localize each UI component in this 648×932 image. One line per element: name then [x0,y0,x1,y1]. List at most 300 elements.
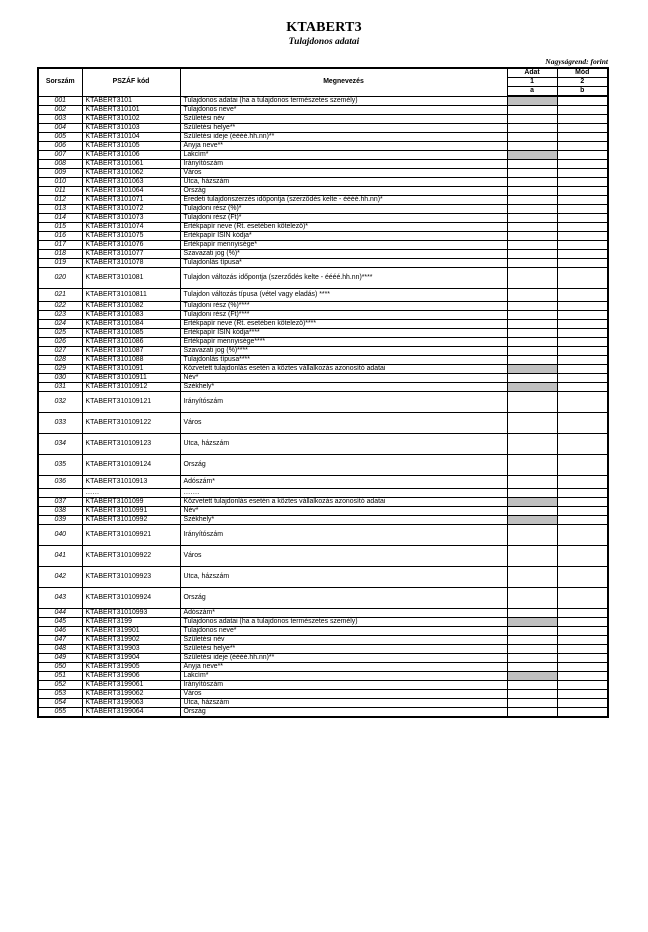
cell-mod [557,488,608,497]
cell-adat [507,689,557,698]
row-code: KTABERT3101073 [82,213,180,222]
cell-adat [507,267,557,288]
row-code: KTABERT3101082 [82,301,180,310]
row-code: KTABERT319901 [82,626,180,635]
cell-mod [557,475,608,488]
cell-adat [507,123,557,132]
cell-adat [507,671,557,680]
cell-adat [507,698,557,707]
row-number: 015 [38,222,82,231]
table-row [38,123,608,132]
cell-adat [507,288,557,301]
table-row [38,231,608,240]
cell-adat [507,310,557,319]
table-row [38,373,608,382]
cell-adat [507,355,557,364]
table-row [38,150,608,159]
table-row [38,267,608,288]
row-description: Székhely* [180,515,507,524]
row-number: 028 [38,355,82,364]
row-number: 049 [38,653,82,662]
row-code: KTABERT3101084 [82,319,180,328]
row-number: 044 [38,608,82,617]
row-description: Város [180,412,507,433]
table-row [38,653,608,662]
row-description: Adószám* [180,608,507,617]
cell-adat [507,150,557,159]
row-code: KTABERT310109921 [82,524,180,545]
table-row [38,382,608,391]
row-number: 017 [38,240,82,249]
cell-mod [557,707,608,717]
cell-adat [507,608,557,617]
table-row [38,662,608,671]
row-number: 021 [38,288,82,301]
row-description: Város [180,689,507,698]
row-number: 022 [38,301,82,310]
row-description: Születési név [180,114,507,123]
table-row [38,644,608,653]
table-row [38,222,608,231]
cell-adat [507,662,557,671]
table-row [38,454,608,475]
row-code: KTABERT310109924 [82,587,180,608]
row-description: Tulajdoni rész (Ft)**** [180,310,507,319]
row-number: 053 [38,689,82,698]
table-row [38,168,608,177]
row-code: KTABERT31010913 [82,475,180,488]
cell-mod [557,698,608,707]
cell-mod [557,515,608,524]
table-row [38,288,608,301]
cell-adat [507,96,557,105]
row-code: KTABERT3101078 [82,258,180,267]
cell-adat [507,204,557,213]
cell-mod [557,319,608,328]
cell-adat [507,644,557,653]
row-code: KTABERT310109922 [82,545,180,566]
cell-mod [557,412,608,433]
row-description: Név* [180,506,507,515]
row-number: 040 [38,524,82,545]
cell-adat [507,328,557,337]
table-row [38,213,608,222]
table-row [38,391,608,412]
header-mod-letter: b [557,87,608,97]
row-description: Irányítószám [180,391,507,412]
row-description: Irányítószám [180,159,507,168]
row-number: 016 [38,231,82,240]
cell-adat [507,545,557,566]
row-description: Tulajdoni rész (%)* [180,204,507,213]
table-row [38,707,608,717]
cell-mod [557,587,608,608]
table-row [38,346,608,355]
cell-mod [557,204,608,213]
row-number: 029 [38,364,82,373]
row-number: 033 [38,412,82,433]
cell-mod [557,141,608,150]
cell-adat [507,475,557,488]
cell-mod [557,159,608,168]
cell-mod [557,671,608,680]
table-row [38,159,608,168]
cell-adat [507,680,557,689]
row-number: 046 [38,626,82,635]
table-row [38,364,608,373]
row-code: KTABERT3101091 [82,364,180,373]
table-row [38,337,608,346]
row-number: 047 [38,635,82,644]
cell-mod [557,626,608,635]
cell-mod [557,566,608,587]
cell-mod [557,301,608,310]
table-row [38,506,608,515]
row-description: Születési név [180,635,507,644]
document-subtitle: Tulajdonos adatai [288,37,360,47]
row-number: 037 [38,497,82,506]
table-row [38,545,608,566]
row-code: KTABERT3199 [82,617,180,626]
row-code: KTABERT3101074 [82,222,180,231]
table-row [38,310,608,319]
document-title: KTABERT3 [286,20,362,35]
cell-adat [507,301,557,310]
row-code: KTABERT3199063 [82,698,180,707]
table-row [38,689,608,698]
cell-mod [557,635,608,644]
table-row [38,412,608,433]
row-description: Tulajdonos adatai (ha a tulajdonos természetes személy) [180,617,507,626]
row-number: 008 [38,159,82,168]
row-description: Irányítószám [180,524,507,545]
row-number: 031 [38,382,82,391]
row-number: 013 [38,204,82,213]
row-number: 014 [38,213,82,222]
row-number: 009 [38,168,82,177]
cell-adat [507,391,557,412]
row-code: KTABERT310103 [82,123,180,132]
table-row [38,249,608,258]
cell-adat [507,454,557,475]
cell-adat [507,114,557,123]
cell-adat [507,132,557,141]
row-description: Utca, házszám [180,433,507,454]
row-number: 050 [38,662,82,671]
cell-adat [507,488,557,497]
row-number: 043 [38,587,82,608]
data-table [37,67,609,718]
row-description: Értékpapír mennyisége* [180,240,507,249]
row-code: KTABERT3101 [82,96,180,105]
row-description: Tulajdonlás típusa* [180,258,507,267]
row-code: KTABERT310104 [82,132,180,141]
row-code: KTABERT310101 [82,105,180,114]
row-code: KTABERT3101072 [82,204,180,213]
row-description: Értékpapír mennyisége**** [180,337,507,346]
cell-mod [557,310,608,319]
row-description: Eredeti tulajdonszerzés időpontja (szerződés kelte - éééé.hh.nn)* [180,195,507,204]
table-row [38,186,608,195]
row-code: KTABERT3101083 [82,310,180,319]
cell-mod [557,168,608,177]
cell-adat [507,524,557,545]
row-description: Értékpapír neve (Rt. esetében kötelező)* [180,222,507,231]
row-code: KTABERT310109123 [82,433,180,454]
cell-mod [557,689,608,698]
cell-mod [557,373,608,382]
cell-adat [507,213,557,222]
cell-mod [557,105,608,114]
row-number: 026 [38,337,82,346]
header-mod-number: 2 [557,78,608,87]
row-description: Születési ideje (éééé.hh.nn)** [180,132,507,141]
row-description: Értékpapír neve (Rt. esetében kötelező)**** [180,319,507,328]
row-description: Tulajdoni rész (Ft)* [180,213,507,222]
row-description: Ország [180,454,507,475]
row-number: 004 [38,123,82,132]
table-row [38,240,608,249]
cell-mod [557,222,608,231]
table-row [38,258,608,267]
row-code: KTABERT3101071 [82,195,180,204]
row-number: 006 [38,141,82,150]
table-row [38,524,608,545]
cell-mod [557,355,608,364]
cell-adat [507,186,557,195]
cell-adat [507,319,557,328]
cell-adat [507,337,557,346]
cell-adat [507,258,557,267]
row-code: KTABERT3101061 [82,159,180,168]
table-row [38,141,608,150]
row-number: 011 [38,186,82,195]
row-description: Város [180,545,507,566]
table-header [38,68,608,96]
table-row [38,626,608,635]
row-number [38,488,82,497]
row-description: Utca, házszám [180,698,507,707]
cell-mod [557,364,608,373]
row-code: KTABERT3101087 [82,346,180,355]
row-number: 019 [38,258,82,267]
table-row [38,587,608,608]
row-code: KTABERT319902 [82,635,180,644]
row-number: 003 [38,114,82,123]
table-row [38,177,608,186]
row-code: KTABERT3101063 [82,177,180,186]
cell-mod [557,288,608,301]
units-note: Nagyságrend: forint [545,57,608,66]
header-megnevezes: Megnevezés [180,68,507,96]
row-description: Ország [180,707,507,717]
row-code: KTABERT310105 [82,141,180,150]
cell-adat [507,617,557,626]
row-code: KTABERT310109121 [82,391,180,412]
table-row [38,328,608,337]
cell-mod [557,454,608,475]
row-number: 051 [38,671,82,680]
row-number: 027 [38,346,82,355]
cell-mod [557,653,608,662]
row-number: 023 [38,310,82,319]
header-adat-number: 1 [507,78,557,87]
table-row [38,680,608,689]
cell-adat [507,515,557,524]
row-description: Közvetett tulajdonlás esetén a köztes vállalkozás azonosító adatai [180,364,507,373]
row-description: Születési ideje (éééé.hh.nn)** [180,653,507,662]
cell-adat [507,382,557,391]
cell-mod [557,662,608,671]
table-row [38,515,608,524]
cell-adat [507,506,557,515]
cell-adat [507,141,557,150]
row-description: Irányítószám [180,680,507,689]
row-code: KTABERT310106 [82,150,180,159]
cell-mod [557,608,608,617]
row-description: Közvetett tulajdonlás esetén a köztes vállalkozás azonosító adatai [180,497,507,506]
table-row [38,617,608,626]
cell-adat [507,240,557,249]
table-row [38,105,608,114]
row-number: 041 [38,545,82,566]
cell-mod [557,346,608,355]
cell-adat [507,222,557,231]
cell-mod [557,240,608,249]
row-code: KTABERT3199061 [82,680,180,689]
cell-adat [507,364,557,373]
row-description: Értékpapír ISIN kódja**** [180,328,507,337]
cell-mod [557,506,608,515]
table-row [38,608,608,617]
row-description: Lakcím* [180,150,507,159]
cell-mod [557,150,608,159]
table-row [38,195,608,204]
row-description: Utca, házszám [180,177,507,186]
row-description: Utca, házszám [180,566,507,587]
row-code: KTABERT319903 [82,644,180,653]
table-row [38,671,608,680]
row-number: 018 [38,249,82,258]
row-code: KTABERT3101064 [82,186,180,195]
cell-adat [507,433,557,454]
row-code: KTABERT3101076 [82,240,180,249]
row-code: KTABERT3199064 [82,707,180,717]
cell-adat [507,412,557,433]
cell-adat [507,373,557,382]
table-row [38,301,608,310]
row-code: …… [82,488,180,497]
row-description: Tulajdonos neve* [180,626,507,635]
row-code: KTABERT3101075 [82,231,180,240]
row-number: 036 [38,475,82,488]
row-description: Ország [180,587,507,608]
cell-mod [557,328,608,337]
header-adat: Adat [507,68,557,78]
table-row [38,96,608,105]
row-number: 030 [38,373,82,382]
row-description: Tulajdon változás típusa (vétel vagy eladás) **** [180,288,507,301]
row-code: KTABERT31010993 [82,608,180,617]
row-description: Tulajdonos adatai (ha a tulajdonos természetes személy) [180,96,507,105]
row-number: 035 [38,454,82,475]
cell-mod [557,213,608,222]
table-row [38,132,608,141]
row-code: KTABERT319904 [82,653,180,662]
row-description: Anyja neve** [180,662,507,671]
cell-mod [557,617,608,626]
row-description: Értékpapír ISIN kódja* [180,231,507,240]
cell-mod [557,96,608,105]
row-number: 012 [38,195,82,204]
table-row [38,635,608,644]
header-pszaf-kod: PSZÁF kód [82,68,180,96]
cell-mod [557,249,608,258]
table-row [38,114,608,123]
table-row [38,355,608,364]
row-number: 024 [38,319,82,328]
row-code: KTABERT310109923 [82,566,180,587]
cell-mod [557,258,608,267]
cell-mod [557,195,608,204]
row-code: KTABERT31010912 [82,382,180,391]
cell-mod [557,644,608,653]
cell-mod [557,545,608,566]
row-description: Város [180,168,507,177]
row-number: 005 [38,132,82,141]
header-mod: Mód [557,68,608,78]
cell-mod [557,433,608,454]
table-body [38,96,608,717]
table-row [38,488,608,497]
row-code: KTABERT310109122 [82,412,180,433]
table-row [38,319,608,328]
row-number: 042 [38,566,82,587]
cell-adat [507,587,557,608]
cell-adat [507,626,557,635]
row-code: KTABERT3101081 [82,267,180,288]
row-description: Ország [180,186,507,195]
cell-mod [557,123,608,132]
cell-mod [557,114,608,123]
cell-mod [557,391,608,412]
row-description: Adószám* [180,475,507,488]
row-number: 001 [38,96,82,105]
cell-adat [507,497,557,506]
row-description: Lakcím* [180,671,507,680]
row-number: 055 [38,707,82,717]
row-code: KTABERT31010911 [82,373,180,382]
row-code: KTABERT3101086 [82,337,180,346]
row-code: KTABERT319906 [82,671,180,680]
cell-mod [557,186,608,195]
row-code: KTABERT3101085 [82,328,180,337]
cell-mod [557,497,608,506]
row-description: Tulajdonos neve* [180,105,507,114]
row-description: Név* [180,373,507,382]
cell-adat [507,159,557,168]
header-adat-letter: a [507,87,557,97]
row-code: KTABERT31010811 [82,288,180,301]
row-code: KTABERT31010992 [82,515,180,524]
cell-adat [507,249,557,258]
cell-adat [507,177,557,186]
row-code: KTABERT3101099 [82,497,180,506]
row-description: Tulajdon változás időpontja (szerződés kelte - éééé.hh.nn)**** [180,267,507,288]
cell-adat [507,635,557,644]
row-number: 052 [38,680,82,689]
cell-mod [557,231,608,240]
